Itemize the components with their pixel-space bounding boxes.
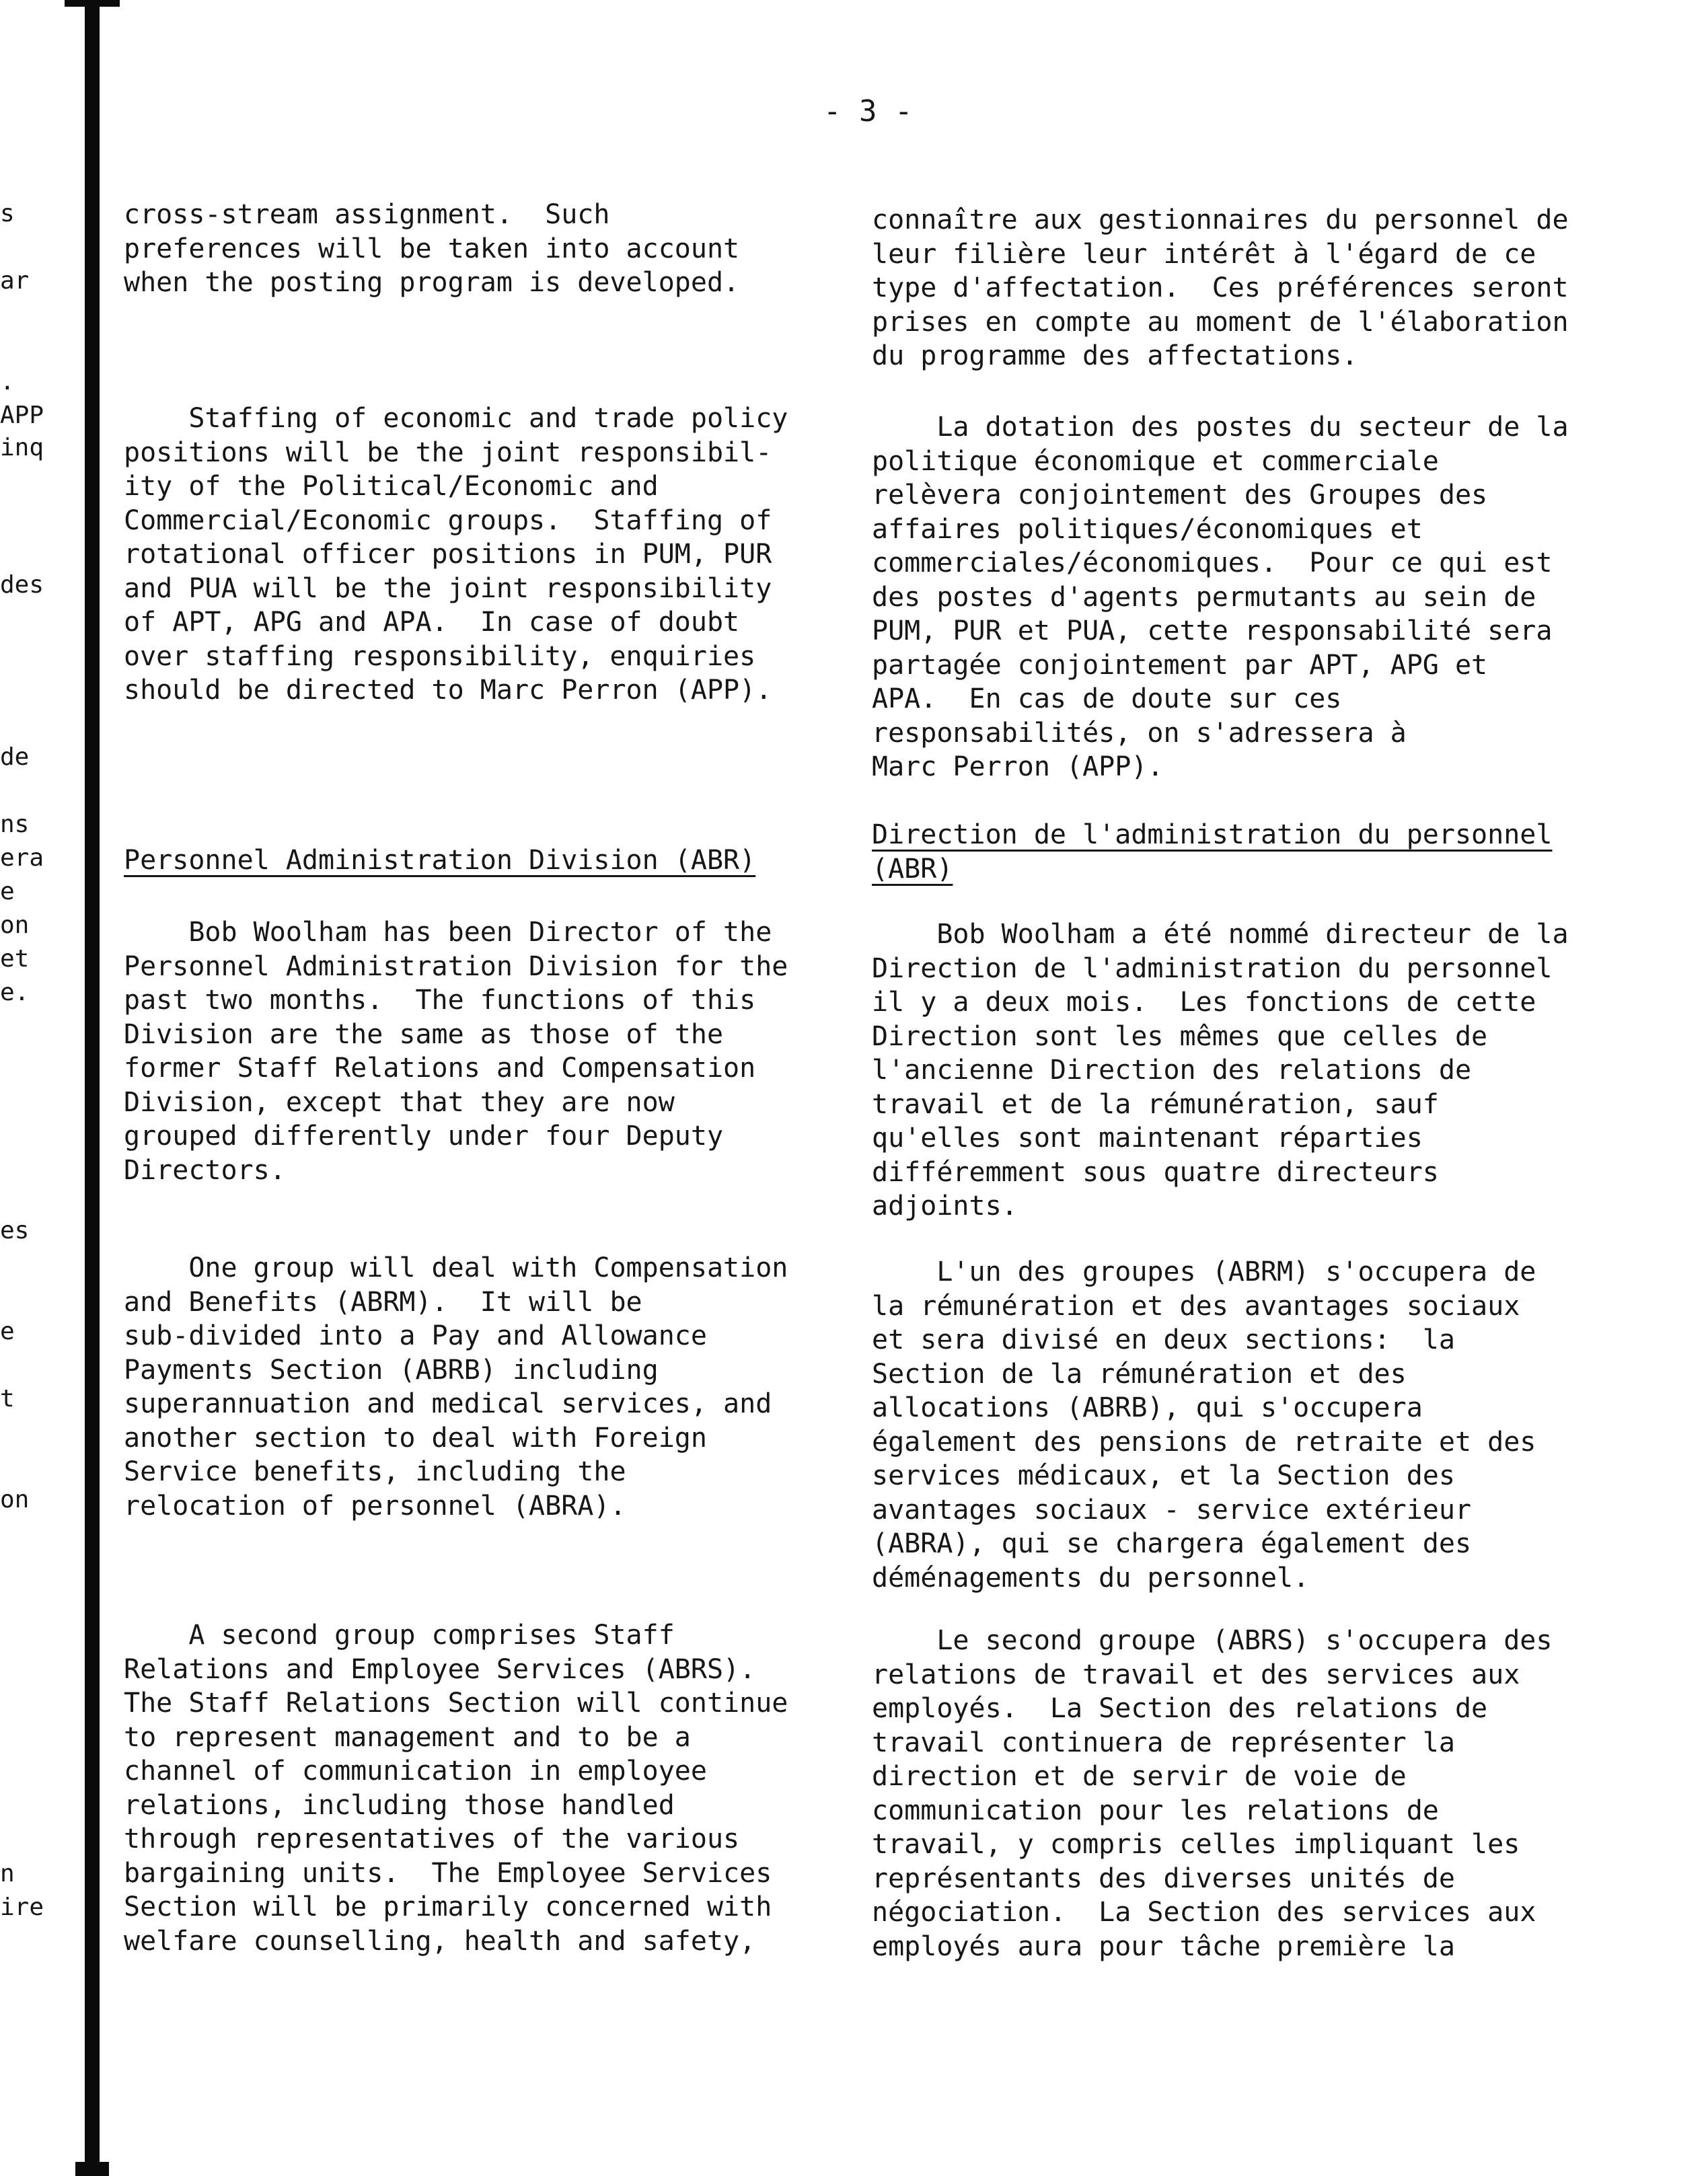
text-line: employés. La Section des relations de — [872, 1693, 1488, 1724]
text-line: travail, y compris celles impliquant les — [872, 1829, 1520, 1860]
text-line: L'un des groupes (ABRM) s'occupera de — [872, 1256, 1536, 1287]
text-line: adjoints. — [872, 1191, 1018, 1222]
text-line: direction et de servir de voie de — [872, 1761, 1407, 1792]
text-line: bargaining units. The Employee Services — [124, 1857, 772, 1889]
text-line: et sera divisé en deux sections: la — [872, 1324, 1455, 1355]
text-line: politique économique et commerciale — [872, 445, 1439, 477]
text-line: avantages sociaux - service extérieur — [872, 1494, 1472, 1526]
page-number: - 3 - — [823, 94, 913, 128]
paragraph — [872, 1255, 1619, 1595]
text-line: and Benefits (ABRM). It will be — [124, 1286, 642, 1318]
text-line: déménagements du personnel. — [872, 1562, 1310, 1593]
text-line: relocation of personnel (ABRA). — [124, 1490, 626, 1522]
text-line: positions will be the joint responsibil- — [124, 437, 772, 468]
margin-fragment: es — [0, 1217, 30, 1244]
paragraph — [124, 1618, 837, 1958]
text-line: La dotation des postes du secteur de la — [872, 412, 1569, 443]
text-line: welfare counselling, health and safety, — [124, 1925, 756, 1957]
text-line: Personnel Administration Division for the — [124, 950, 788, 982]
text-line: Staffing of economic and trade policy — [124, 403, 788, 434]
margin-fragment: ns — [0, 811, 30, 838]
section-heading — [872, 818, 1619, 886]
text-line: relèvera conjointement des Groupes des — [872, 480, 1488, 511]
text-line: négociation. La Section des services aux — [872, 1897, 1536, 1928]
text-line: Section will be primarily concerned with — [124, 1891, 772, 1922]
text-line: One group will deal with Compensation — [124, 1252, 788, 1283]
text-line: responsabilités, on s'adressera à — [872, 717, 1407, 749]
margin-fragment: e. — [0, 979, 30, 1006]
margin-fragment: on — [0, 911, 30, 939]
margin-fragment: ire — [0, 1893, 44, 1921]
margin-fragment: . — [0, 368, 15, 396]
text-line: cross-stream assignment. Such — [124, 199, 610, 230]
text-line: services médicaux, et la Section des — [872, 1460, 1455, 1491]
text-line: ity of the Political/Economic and — [124, 471, 659, 502]
text-line: rotational officer positions in PUM, PUR — [124, 539, 772, 570]
text-line: Relations and Employee Services (ABRS). — [124, 1653, 756, 1685]
text-line: relations de travail et des services aux — [872, 1659, 1520, 1690]
text-line: affaires politiques/économiques et — [872, 513, 1423, 545]
margin-fragment: des — [0, 571, 44, 599]
text-line: of APT, APG and APA. In case of doubt — [124, 607, 740, 638]
text-line: travail continuera de représenter la — [872, 1727, 1455, 1758]
margin-fragment: de — [0, 743, 30, 771]
text-line: Section de la rémunération et des — [872, 1358, 1407, 1390]
margin-fragment: era — [0, 844, 44, 872]
text-line: type d'affectation. Ces préférences seront — [872, 272, 1569, 303]
margin-fragment: on — [0, 1486, 30, 1513]
text-line: Commercial/Economic groups. Staffing of — [124, 504, 772, 536]
text-line: Service benefits, including the — [124, 1456, 626, 1487]
margin-fragment: inq — [0, 434, 44, 461]
text-line: il y a deux mois. Les fonctions de cette — [872, 987, 1536, 1018]
binding-bar-bottom — [75, 2162, 109, 2176]
text-line: Division, except that they are now — [124, 1086, 675, 1118]
text-line: The Staff Relations Section will continue — [124, 1688, 788, 1719]
text-line: past two months. The functions of this — [124, 985, 756, 1016]
margin-fragment: t — [0, 1385, 15, 1413]
text-line: leur filière leur intérêt à l'égard de ce — [872, 238, 1536, 270]
margin-fragment: s — [0, 200, 15, 227]
text-line: Direction sont les mêmes que celles de — [872, 1020, 1488, 1052]
text-line: when the posting program is developed. — [124, 267, 740, 298]
text-line: to represent management and to be a — [124, 1721, 691, 1753]
text-line: du programme des affectations. — [872, 340, 1358, 371]
text-line: APA. En cas de doute sur ces — [872, 683, 1342, 714]
text-line: connaître aux gestionnaires du personnel de — [872, 204, 1569, 235]
text-line: sub-divided into a Pay and Allowance — [124, 1320, 707, 1351]
paragraph — [124, 1251, 837, 1523]
margin-fragment: et — [0, 945, 30, 973]
text-line: travail et de la rémunération, sauf — [872, 1088, 1439, 1120]
text-line: another section to deal with Foreign — [124, 1422, 707, 1454]
text-line: représentants des diverses unités de — [872, 1863, 1455, 1894]
margin-fragment: e — [0, 1318, 15, 1345]
paragraph — [124, 915, 837, 1187]
text-line: and PUA will be the joint responsibility — [124, 572, 772, 604]
text-line: Le second groupe (ABRS) s'occupera des — [872, 1625, 1553, 1656]
text-line: Bob Woolham has been Director of the — [124, 917, 772, 948]
text-line: former Staff Relations and Compensation — [124, 1053, 756, 1084]
heading-line: (ABR) — [872, 853, 953, 885]
text-line: superannuation and medical services, and — [124, 1388, 772, 1419]
text-line: preferences will be taken into account — [124, 233, 740, 264]
text-line: communication pour les relations de — [872, 1795, 1439, 1826]
paragraph — [124, 198, 837, 300]
text-line: employés aura pour tâche première la — [872, 1930, 1455, 1962]
paragraph — [872, 410, 1619, 784]
margin-fragment: APP — [0, 402, 44, 429]
text-line: over staffing responsibility, enquiries — [124, 640, 756, 672]
heading-line: Direction de l'administration du personnel — [872, 819, 1553, 850]
text-line: qu'elles sont maintenant réparties — [872, 1123, 1423, 1154]
text-line: des postes d'agents permutants au sein de — [872, 581, 1536, 613]
margin-fragment: n — [0, 1860, 15, 1887]
text-line: grouped differently under four Deputy — [124, 1121, 724, 1152]
text-line: Payments Section (ABRB) including — [124, 1354, 659, 1386]
text-line: (ABRA), qui se chargera également des — [872, 1528, 1472, 1559]
margin-fragment: e — [0, 878, 15, 905]
text-line: allocations (ABRB), qui s'occupera — [872, 1392, 1423, 1423]
text-line: Direction de l'administration du personnel — [872, 952, 1553, 984]
text-line: partagée conjointement par APT, APG et — [872, 649, 1488, 681]
text-line: également des pensions de retraite et des — [872, 1426, 1536, 1458]
text-line: la rémunération et des avantages sociaux — [872, 1290, 1520, 1322]
heading-line: Personnel Administration Division (ABR) — [124, 845, 756, 876]
text-line: A second group comprises Staff — [124, 1620, 675, 1651]
margin-fragment: ar — [0, 267, 30, 295]
text-line: Directors. — [124, 1154, 286, 1186]
text-line: Bob Woolham a été nommé directeur de la — [872, 919, 1569, 950]
text-line: commerciales/économiques. Pour ce qui est — [872, 548, 1553, 578]
paragraph — [872, 1624, 1619, 1963]
text-line: prises en compte au moment de l'élaboration — [872, 306, 1569, 338]
text-line: through representatives of the various — [124, 1824, 740, 1854]
text-line: Division are the same as those of the — [124, 1018, 724, 1050]
text-line: différemment sous quatre directeurs — [872, 1156, 1439, 1188]
text-line: relations, including those handled — [124, 1789, 675, 1821]
text-line: should be directed to Marc Perron (APP). — [124, 675, 772, 706]
paragraph — [872, 917, 1619, 1224]
section-heading — [124, 843, 837, 878]
text-line: channel of communication in employee — [124, 1756, 707, 1787]
paragraph — [872, 203, 1619, 373]
text-line: l'ancienne Direction des relations de — [872, 1055, 1472, 1086]
paragraph — [124, 402, 837, 708]
binding-bar — [85, 0, 100, 2176]
text-line: Marc Perron (APP). — [872, 751, 1164, 782]
text-line: PUM, PUR et PUA, cette responsabilité sera — [872, 615, 1553, 646]
